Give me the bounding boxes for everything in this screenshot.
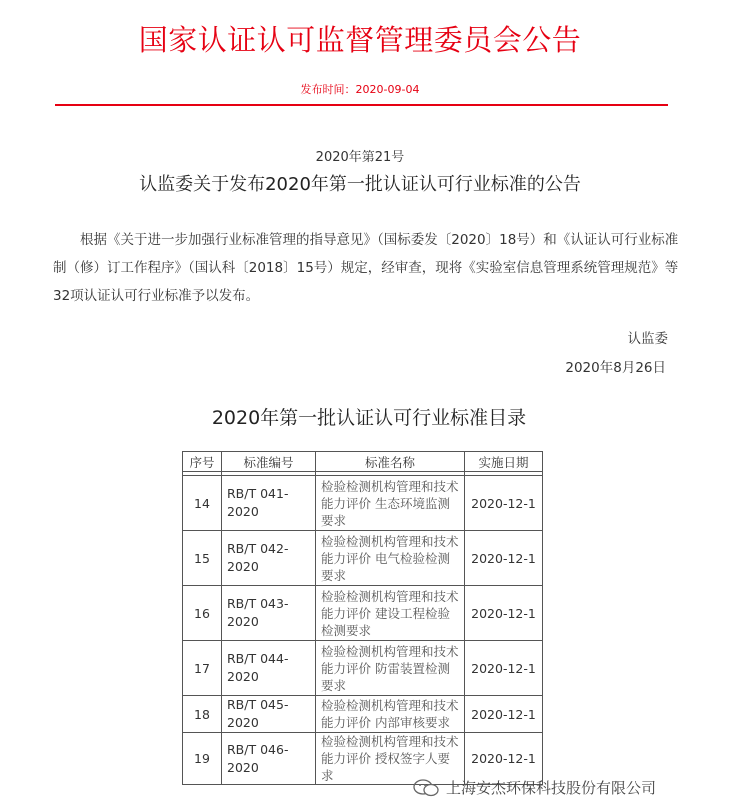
standard-name: 检验检测机构管理和技术能力评价 电气检验检测要求 xyxy=(316,531,465,586)
notice-title: 认监委关于发布2020年第一批认证认可行业标准的公告 xyxy=(139,174,581,195)
effective-date: 2020-12-1 xyxy=(465,531,543,586)
table-header-row xyxy=(183,452,543,472)
signature-date: 2020年8月26日 xyxy=(565,360,666,376)
effective-date: 2020-12-1 xyxy=(465,586,543,641)
row-number: 16 xyxy=(183,586,222,641)
table-row xyxy=(183,476,543,531)
body-line: 制（修）订工作程序》（国认科〔2018〕15号）规定，经审查，现将《实验室信息管理系统管理规范》等 xyxy=(53,260,679,276)
standard-name: 检验检测机构管理和技术能力评价 防雷装置检测要求 xyxy=(316,641,465,696)
standard-code: RB/T 043-2020 xyxy=(222,586,316,641)
effective-date: 2020-12-1 xyxy=(465,733,543,785)
standard-code: RB/T 046-2020 xyxy=(222,733,316,785)
table-row xyxy=(183,641,543,696)
standard-name: 检验检测机构管理和技术能力评价 内部审核要求 xyxy=(316,696,465,733)
body-line: 根据《关于进一步加强行业标准管理的指导意见》（国标委发〔2020〕18号）和《认证认可行业标准 xyxy=(80,232,679,248)
body-line: 32项认证认可行业标准予以发布。 xyxy=(53,288,260,304)
table-row xyxy=(183,696,543,733)
wechat-icon xyxy=(412,778,442,798)
header-code: 标准编号 xyxy=(222,452,316,472)
header-divider xyxy=(55,104,668,106)
page-title: 国家认证认可监督管理委员会公告 xyxy=(138,23,582,57)
table-row xyxy=(183,733,543,785)
standard-name: 检验检测机构管理和技术能力评价 授权签字人要求 xyxy=(316,733,465,785)
standard-code: RB/T 045-2020 xyxy=(222,696,316,733)
standard-code: RB/T 044-2020 xyxy=(222,641,316,696)
watermark-text: 上海安杰环保科技股份有限公司 xyxy=(446,779,657,797)
standard-name: 检验检测机构管理和技术能力评价 生态环境监测要求 xyxy=(316,476,465,531)
row-number: 18 xyxy=(183,696,222,733)
effective-date: 2020-12-1 xyxy=(465,476,543,531)
table-row xyxy=(183,586,543,641)
row-number: 17 xyxy=(183,641,222,696)
header-date: 实施日期 xyxy=(465,452,543,472)
effective-date: 2020-12-1 xyxy=(465,641,543,696)
watermark xyxy=(412,778,656,798)
header-no: 序号 xyxy=(183,452,222,472)
standard-name: 检验检测机构管理和技术能力评价 建设工程检验检测要求 xyxy=(316,586,465,641)
row-number: 19 xyxy=(183,733,222,785)
notice-body xyxy=(53,226,703,310)
catalog-title: 2020年第一批认证认可行业标准目录 xyxy=(211,407,527,429)
row-number: 15 xyxy=(183,531,222,586)
publish-date: 发布时间：2020-09-04 xyxy=(300,83,420,96)
standard-code: RB/T 042-2020 xyxy=(222,531,316,586)
header-name: 标准名称 xyxy=(316,452,465,472)
signature: 认监委 xyxy=(627,331,668,347)
row-number: 14 xyxy=(183,476,222,531)
standards-table xyxy=(182,451,543,785)
table-row xyxy=(183,531,543,586)
notice-number: 2020年第21号 xyxy=(315,150,405,165)
effective-date: 2020-12-1 xyxy=(465,696,543,733)
standard-code: RB/T 041-2020 xyxy=(222,476,316,531)
